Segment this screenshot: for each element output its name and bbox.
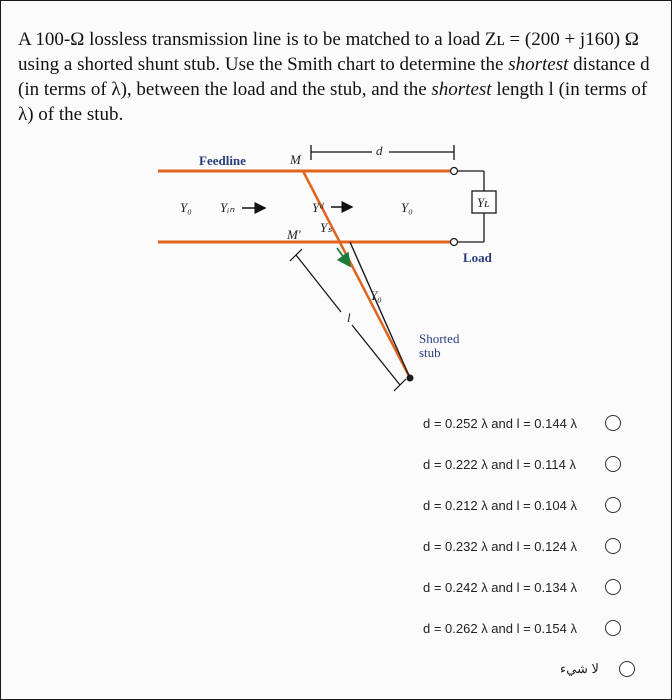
yin-label: Yᵢₙ: [220, 200, 235, 215]
answer-option-4-radio[interactable]: [605, 538, 621, 554]
answer-option-3-label: d = 0.212 λ and l = 0.104 λ: [423, 497, 577, 513]
answer-option-1[interactable]: [423, 412, 621, 434]
m-label: M: [290, 152, 301, 167]
question-line-3-a: (in terms of λ), between the load and the stub, and the: [18, 79, 432, 100]
shorted-label: Shorted: [419, 331, 460, 346]
stub-label: stub: [419, 345, 441, 360]
stub-length-tick-top: [290, 249, 302, 261]
question-line-2-b: distance d: [568, 54, 650, 75]
answer-option-1-radio[interactable]: [605, 415, 621, 431]
answer-option-1-label: d = 0.252 λ and l = 0.144 λ: [423, 415, 577, 431]
stub-right-conductor: [350, 242, 410, 378]
answer-option-2[interactable]: [423, 453, 621, 475]
answer-option-2-radio[interactable]: [605, 456, 621, 472]
question-line-3-b: length l (in terms of: [491, 79, 648, 100]
question-line-1: A 100-Ω lossless transmission line is to be matched to a load Zʟ = (200 + j160) Ω: [18, 29, 639, 50]
stub-length-line-bottom: [352, 325, 400, 385]
d-label: d: [376, 143, 383, 158]
stub-short-terminal: [407, 375, 414, 382]
answer-option-4-label: d = 0.232 λ and l = 0.124 λ: [423, 538, 577, 554]
answer-option-6-label: d = 0.262 λ and l = 0.154 λ: [423, 620, 577, 636]
answer-option-6-radio[interactable]: [605, 620, 621, 636]
answer-option-5[interactable]: [423, 576, 621, 598]
question-emphasis-1: shortest: [508, 54, 569, 75]
feedline-label: Feedline: [199, 153, 246, 168]
y0-right-label: Y₀: [401, 200, 413, 215]
m-prime-label: M′: [287, 227, 301, 242]
question-emphasis-2: shortest: [431, 79, 492, 100]
answer-option-2-label: d = 0.222 λ and l = 0.114 λ: [423, 456, 576, 472]
question-line-2-a: using a shorted shunt stub. Use the Smith chart to determine the: [18, 54, 509, 75]
answer-option-4[interactable]: [423, 535, 621, 557]
answer-option-3-radio[interactable]: [605, 497, 621, 513]
load-label: Load: [463, 250, 492, 265]
answer-option-none[interactable]: [560, 658, 635, 680]
load-terminal-top: [451, 168, 458, 175]
answer-option-5-radio[interactable]: [605, 579, 621, 595]
l-label: l: [347, 310, 351, 325]
stub-length-tick-bottom: [394, 379, 406, 391]
stub-length-line-top: [296, 255, 341, 312]
question-line-4: λ) of the stub.: [18, 104, 124, 125]
answer-option-none-label: لا شيء: [560, 661, 599, 676]
yl-label: Yʟ: [477, 195, 490, 210]
yd-label: Yᵈ: [312, 200, 324, 215]
answer-option-3[interactable]: [423, 494, 621, 516]
load-terminal-bottom: [451, 239, 458, 246]
answer-option-6[interactable]: [423, 617, 621, 639]
ys-label: Yₛ: [320, 220, 333, 235]
y0-left-label: Y₀: [180, 200, 192, 215]
answer-option-none-radio[interactable]: [619, 661, 635, 677]
answer-option-5-label: d = 0.242 λ and l = 0.134 λ: [423, 579, 577, 595]
y0-stub-label: Y₀: [370, 288, 382, 303]
